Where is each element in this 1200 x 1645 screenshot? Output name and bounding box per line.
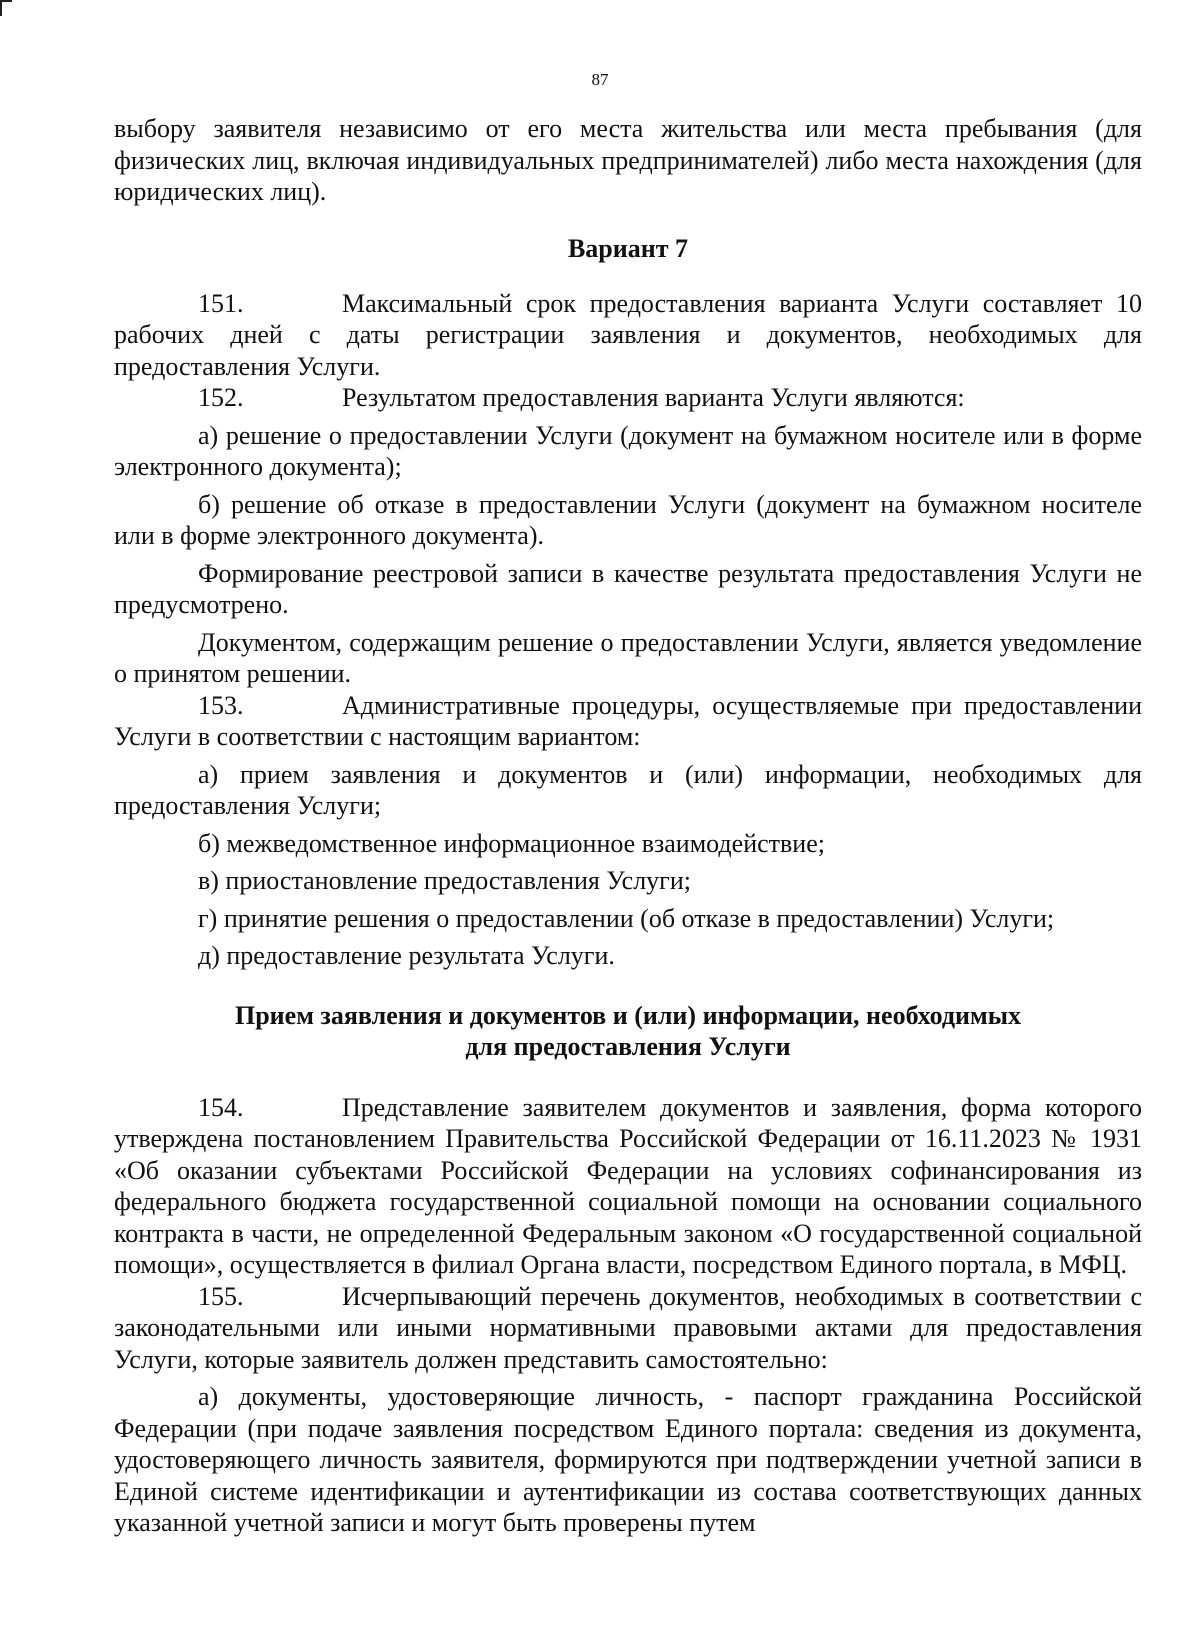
paragraph-text: Административные процедуры, осуществляемые при предоставлении Услуги в соответствии с настоящим вариантом: xyxy=(114,690,1142,751)
paragraph-155 xyxy=(114,1281,1142,1376)
paragraph-153 xyxy=(114,690,1142,753)
paragraph-153-item-v: в) приостановление предоставления Услуги; xyxy=(198,866,691,895)
intro-paragraph: выбору заявителя независимо от его места жительства или места пребывания (для физических лиц, включая индивидуальных предпринимателей) либо места нахождения (для юридических лиц). xyxy=(114,114,1142,206)
paragraph-152-item-a: а) решение о предоставлении Услуги (документ на бумажном носителе или в форме электронного документа); xyxy=(114,420,1142,481)
paragraph-153-item-a: а) прием заявления и документов и (или) информации, необходимых для предоставления Услуги; xyxy=(114,759,1142,820)
paragraph-153-item-b: б) межведомственное информационное взаимодействие; xyxy=(198,828,825,858)
paragraph-text: Максимальный срок предоставления варианта Услуги составляет 10 рабочих дней с даты регистрации заявления и документов, необходимых для предоставления Услуги. xyxy=(114,288,1142,381)
variant-heading: Вариант 7 xyxy=(567,233,689,263)
paragraph-152 xyxy=(114,382,1142,414)
section-heading-line-2: для предоставления Услуги xyxy=(465,1031,791,1061)
paragraph-text: Результатом предоставления варианта Услуги являются: xyxy=(342,383,965,412)
paragraph-text: Исчерпывающий перечень документов, необходимых в соответствии с законодательными или иными нормативными правовыми актами для предоставления Услуги, которые заявитель должен представить самостоятельно: xyxy=(114,1281,1142,1374)
paragraph-number: 154. xyxy=(198,1092,244,1122)
paragraph-154 xyxy=(114,1092,1142,1281)
paragraph-155-item-a: а) документы, удостоверяющие личность, - паспорт гражданина Российской Федерации (при подаче заявления посредством Единого портала: сведения из документа, удостоверяющего личность заявителя, формируются при подтверждении учетной записи в Единой системе идентификации и аутентификации из состава соответствующих данных указанной учетной записи и могут быть проверены путем xyxy=(114,1382,1142,1537)
section-heading xyxy=(114,1000,1142,1062)
paragraph-text: Представление заявителем документов и заявления, форма которого утверждена постановлением Правительства Российской Федерации от 16.11.2023 № 1931 «Об оказании субъектами Российской Федерации на условиях софинансирования из федерального бюджета государственной социальной помощи на основании социального контракта в части, не определенной Федеральным законом «О государственной социальной помощи», осуществляется в филиал Органа власти, посредством Единого портала, в МФЦ. xyxy=(114,1092,1142,1279)
paragraph-152-item-b: б) решение об отказе в предоставлении Услуги (документ на бумажном носителе или в форме электронного документа). xyxy=(114,489,1142,550)
paragraph-151 xyxy=(114,288,1142,383)
scan-corner-mark xyxy=(0,0,12,16)
paragraph-152-document-note: Документом, содержащим решение о предоставлении Услуги, является уведомление о принятом решении. xyxy=(114,627,1142,688)
section-heading-line-1: Прием заявления и документов и (или) информации, необходимых xyxy=(234,1000,1021,1030)
paragraph-153-item-g: г) принятие решения о предоставлении (об отказе в предоставлении) Услуги; xyxy=(198,903,1055,933)
paragraph-number: 155. xyxy=(198,1281,244,1311)
paragraph-number: 152. xyxy=(198,383,244,412)
page-number: 87 xyxy=(591,70,609,89)
document-body xyxy=(114,113,1142,1539)
paragraph-number: 153. xyxy=(198,690,244,720)
paragraph-number: 151. xyxy=(198,288,244,318)
paragraph-152-registry-note: Формирование реестровой записи в качестве результата предоставления Услуги не предусмотрено. xyxy=(114,558,1142,619)
paragraph-153-item-d: д) предоставление результата Услуги. xyxy=(198,941,615,970)
